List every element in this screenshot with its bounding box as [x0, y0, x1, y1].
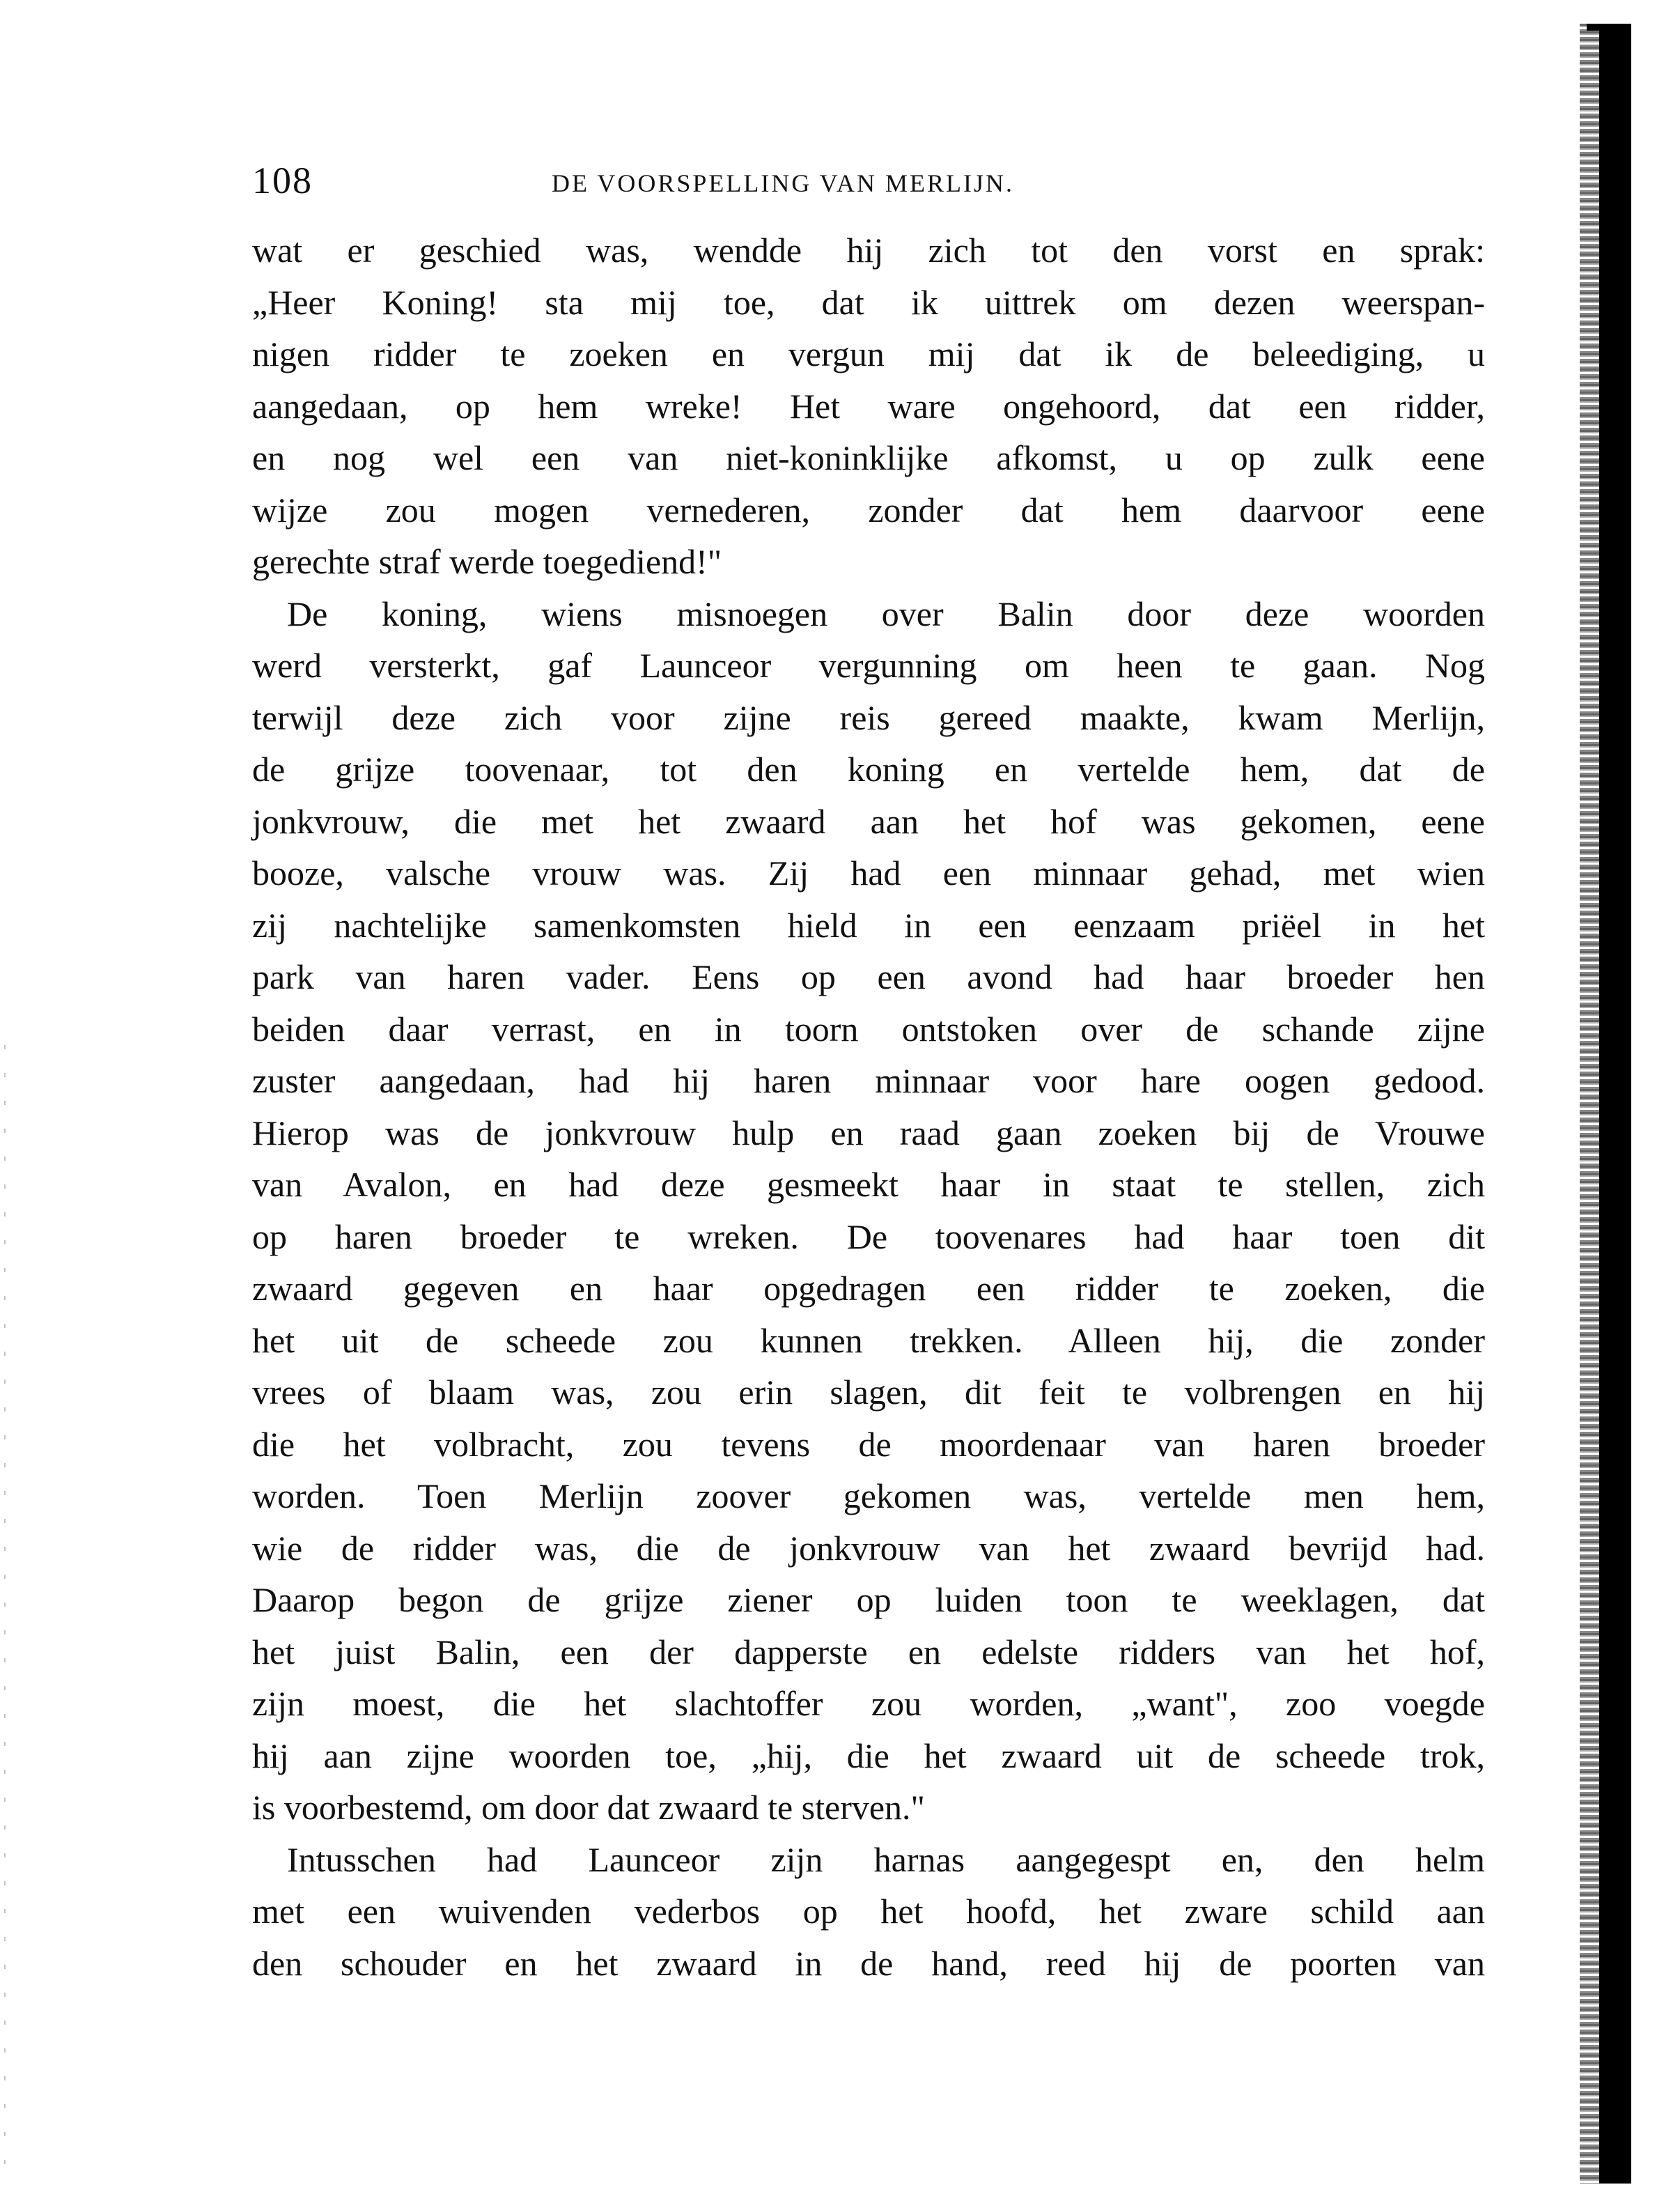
text-line: werd versterkt, gaf Launceor vergunning om heen te gaan. Nog [252, 646, 1485, 685]
text-line: aangedaan, op hem wreke! Het ware ongehoord, dat een ridder, [252, 386, 1485, 426]
page-edge-bar [1599, 24, 1631, 2184]
text-line: de grijze toovenaar, tot den koning en vertelde hem, dat de [252, 750, 1485, 789]
text-line: vrees of blaam was, zou erin slagen, dit feit te volbrengen en hij [252, 1373, 1485, 1412]
running-title: DE VOORSPELLING VAN MERLIJN. [552, 169, 1015, 197]
text-line: zij nachtelijke samenkomsten hield in een eenzaam priëel in het [252, 905, 1485, 945]
text-line: beiden daar verrast, en in toorn ontstoken over de schande zijne [252, 1009, 1485, 1049]
text-line: die het volbracht, zou tevens de moordenaar van haren broeder [252, 1424, 1485, 1464]
text-line: op haren broeder te wreken. De toovenares had haar toen dit [252, 1216, 1485, 1256]
text-line: gerechte straf werde toegediend!" [252, 542, 722, 581]
page-edge-top [1587, 24, 1631, 31]
text-line: Hierop was de jonkvrouw hulp en raad gaan zoeken bij de Vrouwe [252, 1113, 1485, 1152]
text-line: met een wuivenden vederbos op het hoofd, het zware schild aan [252, 1892, 1485, 1931]
text-line: zuster aangedaan, had hij haren minnaar voor hare oogen gedood. [252, 1061, 1485, 1100]
text-line: zijn moest, die het slachtoffer zou worden, „want", zoo voegde [252, 1684, 1485, 1723]
text-line: en nog wel een van niet-koninklijke afkomst, u op zulk eene [252, 438, 1485, 477]
text-line: Daarop begon de grijze ziener op luiden toon te weeklagen, dat [252, 1580, 1485, 1619]
paragraph-start-line: De koning, wiens misnoegen over Balin door deze woorden [287, 594, 1485, 633]
text-line: „Heer Koning! sta mij toe, dat ik uittrek om dezen weerspan- [252, 282, 1485, 322]
text-line: terwijl deze zich voor zijne reis gereed maakte, kwam Merlijn, [252, 697, 1485, 737]
page-header [252, 159, 1485, 208]
text-line: hij aan zijne woorden toe, „hij, die het zwaard uit de scheede trok, [252, 1736, 1485, 1775]
scan-margin-artifact [4, 1045, 6, 2188]
text-line: den schouder en het zwaard in de hand, reed hij de poorten van [252, 1943, 1485, 1983]
page-body-text [252, 224, 1485, 1989]
text-line: van Avalon, en had deze gesmeekt haar in staat te stellen, zich [252, 1165, 1485, 1204]
text-line: wijze zou mogen vernederen, zonder dat hem daarvoor eene [252, 490, 1485, 530]
text-line: wie de ridder was, die de jonkvrouw van het zwaard bevrijd had. [252, 1528, 1485, 1568]
text-line: is voorbestemd, om door dat zwaard te sterven." [252, 1788, 925, 1827]
page-edge-shadow [1580, 24, 1601, 2184]
paragraph-start-line: Intusschen had Launceor zijn harnas aangegespt en, den helm [287, 1839, 1485, 1879]
text-line: nigen ridder te zoeken en vergun mij dat ik de beleediging, u [252, 334, 1485, 373]
text-line: het uit de scheede zou kunnen trekken. Alleen hij, die zonder [252, 1320, 1485, 1360]
text-line: jonkvrouw, die met het zwaard aan het hof was gekomen, eene [252, 801, 1485, 841]
text-line: park van haren vader. Eens op een avond had haar broeder hen [252, 957, 1485, 996]
text-line: het juist Balin, een der dapperste en edelste ridders van het hof, [252, 1632, 1485, 1671]
page-number: 108 [252, 160, 313, 201]
text-line: booze, valsche vrouw was. Zij had een minnaar gehad, met wien [252, 853, 1485, 892]
text-line: wat er geschied was, wendde hij zich tot den vorst en sprak: [252, 231, 1485, 270]
text-line: zwaard gegeven en haar opgedragen een ridder te zoeken, die [252, 1269, 1485, 1308]
text-line: worden. Toen Merlijn zoover gekomen was, vertelde men hem, [252, 1476, 1485, 1515]
